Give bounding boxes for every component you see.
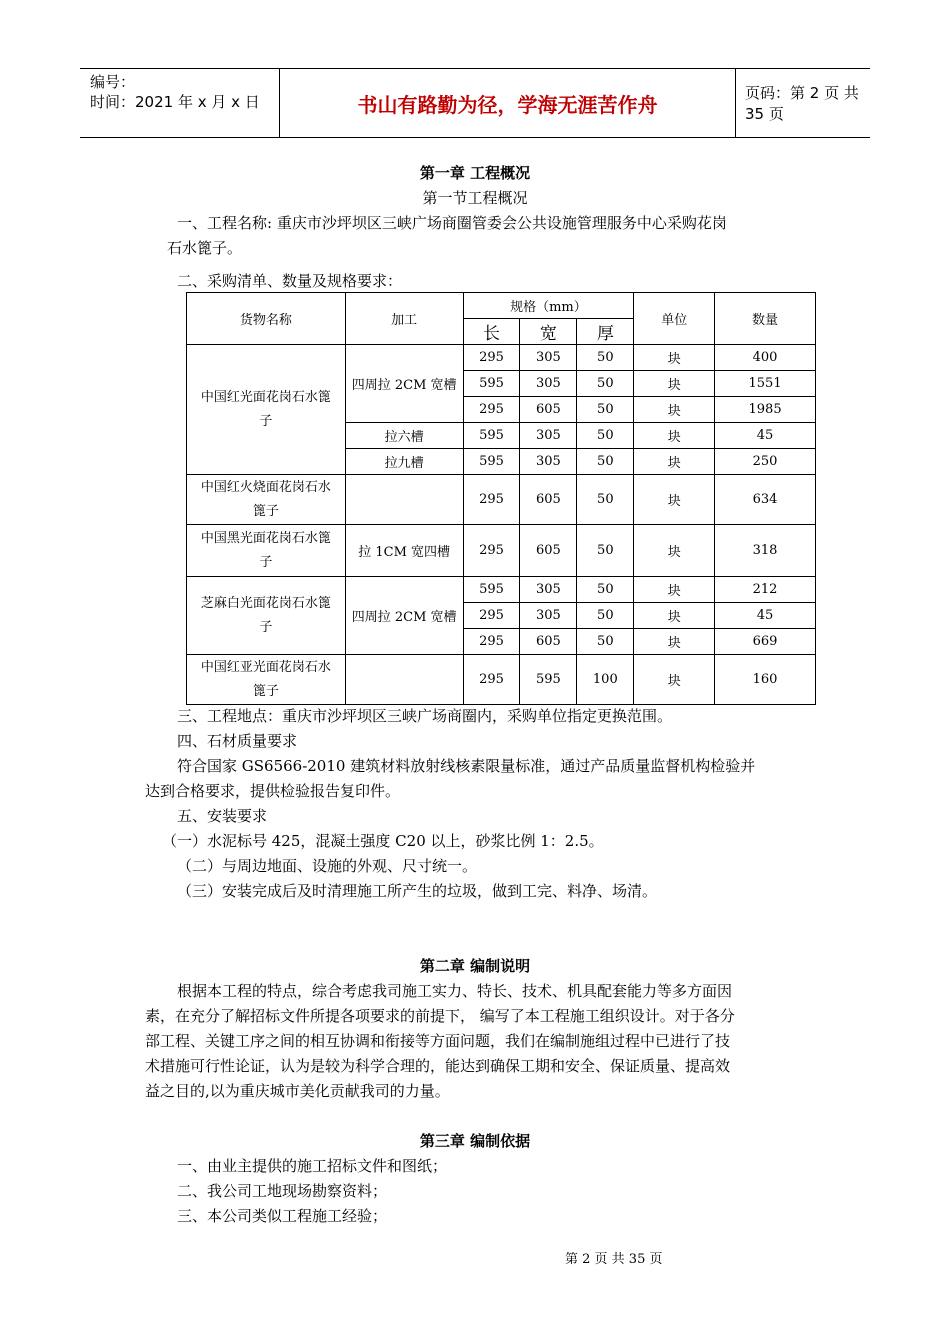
chapter2-line4: 术措施可行性论证，认为是较为科学合理的，能达到确保工期和安全、保证质量、提高效 [145, 1057, 731, 1075]
chapter3-item-2: 二、我公司工地现场勘察资料； [177, 1182, 388, 1200]
quality-heading: 四、石材质量要求 [177, 732, 298, 750]
cell-thickness: 50 [577, 449, 634, 475]
cell-width: 605 [520, 475, 577, 525]
install-item-1: （一）水泥标号 425，混凝土强度 C20 以上，砂浆比例 1：2.5。 [162, 832, 604, 850]
process: 拉九槽 [345, 449, 463, 475]
cell-qty: 1551 [715, 371, 816, 397]
cell-width: 605 [520, 525, 577, 577]
chapter3-title: 第三章 编制依据 [419, 1132, 531, 1150]
header-number: 编号： [90, 73, 136, 91]
header-meta [80, 69, 280, 137]
cell-width: 305 [520, 371, 577, 397]
cell-length: 295 [463, 603, 520, 629]
cell-thickness: 50 [577, 475, 634, 525]
process-empty [345, 475, 463, 525]
cell-qty: 400 [715, 345, 816, 371]
cell-qty: 669 [715, 629, 816, 655]
cell-thickness: 50 [577, 603, 634, 629]
chapter2-title: 第二章 编制说明 [419, 957, 531, 975]
cell-unit: 块 [634, 577, 715, 603]
goods-name: 中国红火烧面花岗石水篦子 [187, 475, 346, 525]
page-header [80, 68, 870, 138]
cell-length: 595 [463, 577, 520, 603]
cell-unit: 块 [634, 525, 715, 577]
cell-thickness: 50 [577, 629, 634, 655]
cell-length: 295 [463, 475, 520, 525]
cell-qty: 160 [715, 655, 816, 705]
cell-width: 305 [520, 345, 577, 371]
goods-name: 芝麻白光面花岗石水篦子 [187, 577, 346, 655]
process: 四周拉 2CM 宽槽 [345, 577, 463, 655]
chapter2-line3: 部工程、关键工序之间的相互协调和衔接等方面问题，我们在编制施组过程中已进行了技 [145, 1032, 731, 1050]
cell-length: 595 [463, 449, 520, 475]
chapter3-item-1: 一、由业主提供的施工招标文件和图纸； [177, 1157, 448, 1175]
install-heading: 五、安装要求 [177, 807, 268, 825]
page-footer: 第 2 页 共 35 页 [565, 1252, 663, 1267]
cell-width: 605 [520, 397, 577, 423]
chapter2-line2: 素，在充分了解招标文件所提各项要求的前提下， 编写了本工程施工组织设计。对于各分 [145, 1007, 735, 1025]
cell-width: 305 [520, 577, 577, 603]
cell-length: 295 [463, 397, 520, 423]
col-header-process: 加工 [345, 293, 463, 345]
header-page: 页码：第 2 页 共 35 页 [745, 84, 859, 123]
chapter1-title: 第一章 工程概况 [419, 164, 531, 182]
cell-qty: 1985 [715, 397, 816, 423]
cell-qty: 45 [715, 423, 816, 449]
chapter1-section: 第一节工程概况 [422, 189, 528, 207]
cell-unit: 块 [634, 371, 715, 397]
cell-qty: 318 [715, 525, 816, 577]
project-name-line1: 一、工程名称: 重庆市沙坪坝区三峡广场商圈管委会公共设施管理服务中心采购花岗 [177, 214, 727, 232]
col-header-name: 货物名称 [187, 293, 346, 345]
cell-qty: 45 [715, 603, 816, 629]
cell-thickness: 50 [577, 423, 634, 449]
cell-unit: 块 [634, 423, 715, 449]
col-header-spec: 规格（mm） [463, 293, 634, 319]
cell-width: 305 [520, 423, 577, 449]
cell-unit: 块 [634, 629, 715, 655]
cell-length: 295 [463, 655, 520, 705]
cell-width: 595 [520, 655, 577, 705]
cell-length: 295 [463, 629, 520, 655]
procurement-heading: 二、采购清单、数量及规格要求： [177, 272, 403, 290]
goods-name: 中国红光面花岗石水篦子 [187, 345, 346, 475]
cell-unit: 块 [634, 603, 715, 629]
cell-unit: 块 [634, 449, 715, 475]
cell-width: 305 [520, 603, 577, 629]
col-header-length: 长 [463, 319, 520, 345]
cell-width: 305 [520, 449, 577, 475]
cell-thickness: 50 [577, 577, 634, 603]
col-header-qty: 数量 [715, 293, 816, 345]
cell-thickness: 50 [577, 345, 634, 371]
chapter3-item-3: 三、本公司类似工程施工经验； [177, 1207, 388, 1225]
cell-unit: 块 [634, 475, 715, 525]
cell-length: 595 [463, 371, 520, 397]
cell-thickness: 50 [577, 397, 634, 423]
spec-table [186, 292, 816, 705]
cell-length: 295 [463, 345, 520, 371]
project-location: 三、工程地点：重庆市沙坪坝区三峡广场商圈内，采购单位指定更换范围。 [177, 707, 673, 725]
cell-length: 595 [463, 423, 520, 449]
col-header-width: 宽 [520, 319, 577, 345]
cell-thickness: 50 [577, 371, 634, 397]
process: 拉 1CM 宽四槽 [345, 525, 463, 577]
cell-qty: 212 [715, 577, 816, 603]
cell-unit: 块 [634, 397, 715, 423]
cell-thickness: 100 [577, 655, 634, 705]
goods-name: 中国红亚光面花岗石水篦子 [187, 655, 346, 705]
cell-qty: 250 [715, 449, 816, 475]
chapter2-line1: 根据本工程的特点，综合考虑我司施工实力、特长、技术、机具配套能力等多方面因 [177, 982, 733, 1000]
chapter2-line5: 益之目的,以为重庆城市美化贡献我司的力量。 [145, 1082, 450, 1100]
process: 四周拉 2CM 宽槽 [345, 345, 463, 423]
cell-unit: 块 [634, 345, 715, 371]
cell-width: 605 [520, 629, 577, 655]
header-motto: 书山有路勤为径，学海无涯苦作舟 [280, 69, 736, 137]
header-time: 时间：2021 年 x 月 x 日 [90, 93, 260, 111]
col-header-thickness: 厚 [577, 319, 634, 345]
cell-qty: 634 [715, 475, 816, 525]
goods-name: 中国黑光面花岗石水篦子 [187, 525, 346, 577]
install-item-2: （二）与周边地面、设施的外观、尺寸统一。 [177, 857, 478, 875]
cell-length: 295 [463, 525, 520, 577]
cell-thickness: 50 [577, 525, 634, 577]
col-header-unit: 单位 [634, 293, 715, 345]
project-name-line2: 石水篦子。 [167, 239, 243, 257]
process: 拉六槽 [345, 423, 463, 449]
process-empty [345, 655, 463, 705]
install-item-3: （三）安装完成后及时清理施工所产生的垃圾，做到工完、料净、场清。 [177, 882, 658, 900]
cell-unit: 块 [634, 655, 715, 705]
quality-body-line2: 达到合格要求，提供检验报告复印件。 [145, 782, 401, 800]
quality-body-line1: 符合国家 GS6566-2010 建筑材料放射线核素限量标准，通过产品质量监督机构检验并 [177, 757, 756, 775]
